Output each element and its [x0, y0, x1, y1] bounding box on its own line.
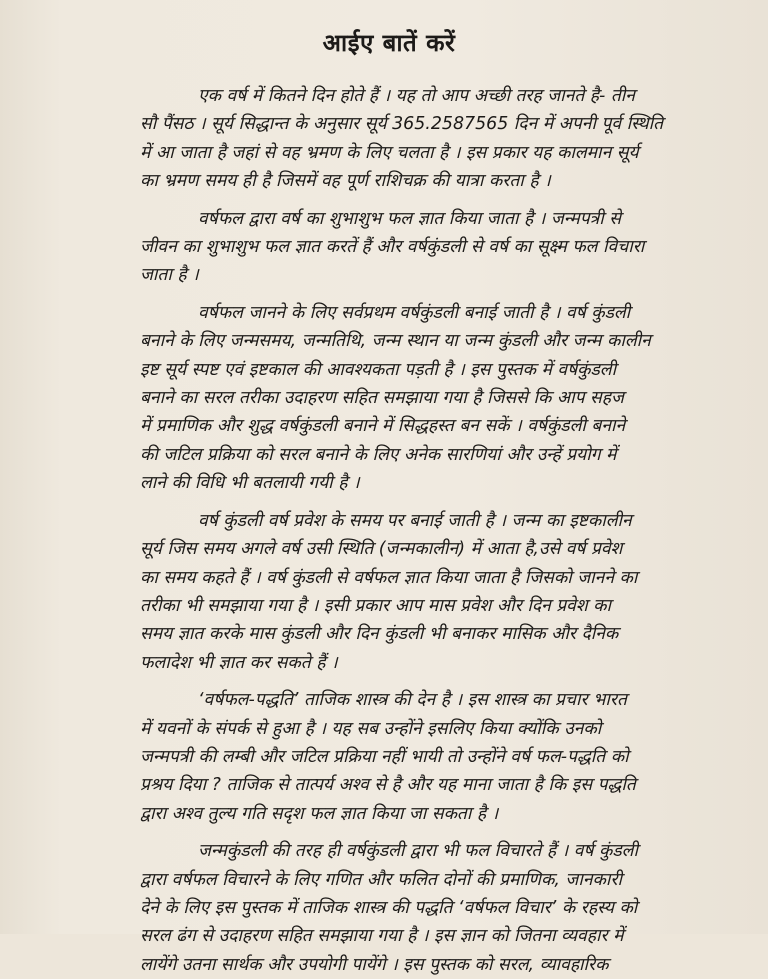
text-line: सूर्य जिस समय अगले वर्ष उसी स्थिति (जन्मकालीन) में आता है,उसे वर्ष प्रवेश — [140, 539, 623, 560]
text-line: इष्ट सूर्य स्पष्ट एवं इष्टकाल की आवश्यकता पड़ती है । इस पुस्तक में वर्षकुंडली — [140, 359, 617, 380]
text-line: सरल ढंग से उदाहरण सहित समझाया गया है । इस ज्ञान को जितना व्यवहार में — [140, 926, 624, 947]
text-line: जीवन का शुभाशुभ फल ज्ञात करतें हैं और वर्षकुंडली से वर्ष का सूक्ष्म फल विचारा — [140, 237, 645, 258]
page-title: आईए बातें करें — [322, 29, 456, 57]
text-line: का भ्रमण समय ही है जिसमें वह पूर्ण राशिचक्र की यात्रा करता है । — [140, 171, 551, 192]
text-line: में यवनों के संपर्क से हुआ है । यह सब उन्होंने इसलिए किया क्योंकि उनको — [140, 718, 602, 739]
text-line: की जटिल प्रक्रिया को सरल बनाने के लिए अनेक सारणियां और उन्हें प्रयोग में — [140, 444, 617, 465]
paragraph — [140, 837, 700, 979]
text-line: जाता है । — [140, 265, 199, 286]
text-line: देने के लिए इस पुस्तक में ताजिक शास्त्र की पद्धति ‘वर्षफल विचार’ के रहस्य को — [140, 897, 638, 918]
text-line: द्वारा अश्व तुल्य गति सदृश फल ज्ञात किया जा सकता है । — [140, 803, 499, 824]
text-line: ‘वर्षफल-पद्धति’ ताजिक शास्त्र की देन है । इस शास्त्र का प्रचार भारत — [198, 690, 627, 711]
paragraph-gap — [140, 677, 700, 686]
paragraph-gap — [140, 828, 700, 837]
text-line: लाने की विधि भी बतलायी गयी है । — [140, 473, 360, 494]
page-body — [140, 82, 700, 979]
paragraph — [140, 686, 700, 828]
text-line: वर्षफल जानने के लिए सर्वप्रथम वर्षकुंडली बनाई जाती है । वर्ष कुंडली — [198, 302, 631, 323]
text-line: जन्मकुंडली की तरह ही वर्षकुंडली द्वारा भी फल विचारते हैं । वर्ष कुंडली — [198, 841, 638, 862]
text-line: जन्मपत्री की लम्बी और जटिल प्रक्रिया नहीं भायी तो उन्होंने वर्ष फल-पद्धति को — [140, 746, 629, 767]
text-line: लायेंगे उतना सार्थक और उपयोगी पायेंगे । इस पुस्तक को सरल, व्यावहारिक — [140, 954, 609, 975]
paragraph — [140, 205, 700, 290]
paragraph-gap — [140, 196, 700, 205]
text-line: द्वारा वर्षफल विचारने के लिए गणित और फलित दोनों की प्रमाणिक, जानकारी — [140, 869, 622, 890]
text-line: का समय कहते हैं । वर्ष कुंडली से वर्षफल ज्ञात किया जाता है जिसको जानने का — [140, 567, 638, 588]
text-line: में प्रमाणिक और शुद्ध वर्षकुंडली बनाने में सिद्धहस्त बन सकें । वर्षकुंडली बनाने — [140, 416, 626, 437]
text-line: वर्षफल द्वारा वर्ष का शुभाशुभ फल ज्ञात किया जाता है । जन्मपत्री से — [198, 208, 622, 229]
text-line: समय ज्ञात करके मास कुंडली और दिन कुंडली भी बनाकर मासिक और दैनिक — [140, 624, 619, 645]
text-line: फलादेश भी ज्ञात कर सकते हैं । — [140, 652, 338, 673]
paragraph — [140, 299, 700, 498]
text-line: बनाने का सरल तरीका उदाहरण सहित समझाया गया है जिससे कि आप सहज — [140, 388, 624, 409]
text-line: बनाने के लिए जन्मसमय, जन्मतिथि, जन्म स्थान या जन्म कुंडली और जन्म कालीन — [140, 331, 651, 352]
paragraph-gap — [140, 498, 700, 507]
paragraph-gap — [140, 290, 700, 299]
text-line: तरीका भी समझाया गया है । इसी प्रकार आप मास प्रवेश और दिन प्रवेश का — [140, 595, 612, 616]
text-line: प्रश्रय दिया ? ताजिक से तात्पर्य अश्व से है और यह माना जाता है कि इस पद्धति — [140, 775, 636, 796]
text-line: सौ पैंसठ । सूर्य सिद्धान्त के अनुसार सूर्य 365.2587565 दिन में अपनी पूर्व स्थिति — [140, 114, 664, 135]
text-line: में आ जाता है जहां से वह भ्रमण के लिए चलता है । इस प्रकार यह कालमान सूर्य — [140, 142, 639, 163]
paragraph — [140, 507, 700, 677]
text-line: वर्ष कुंडली वर्ष प्रवेश के समय पर बनाई जाती है । जन्म का इष्टकालीन — [198, 510, 632, 531]
text-line: एक वर्ष में कितने दिन होते हैं । यह तो आप अच्छी तरह जानते है- तीन — [198, 86, 635, 106]
paragraph — [140, 82, 700, 196]
